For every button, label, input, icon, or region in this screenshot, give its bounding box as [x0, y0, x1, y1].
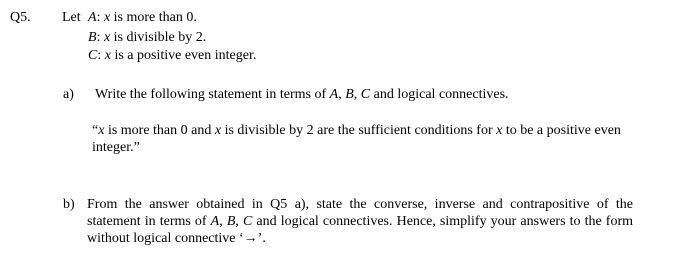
definition-b-var: B: [88, 30, 97, 45]
math-variable: A: [329, 87, 339, 102]
definition-b: [88, 30, 206, 46]
math-variable: x: [104, 48, 111, 63]
let-label: Let: [62, 10, 81, 25]
math-variable: B: [345, 87, 354, 102]
math-variable: x: [103, 10, 111, 25]
part-b-text: From the answer obtained in Q5 a), state the converse, inverse and contrapositive of the statement in terms of A, B, C and logical connectives. Hence, simplify your answers to the form without logical connective ‘→’.: [87, 197, 634, 246]
math-variable: x: [98, 123, 105, 138]
math-variable: C: [242, 214, 253, 229]
definition-a-var: A: [88, 10, 97, 25]
math-variable: x: [496, 123, 503, 138]
math-variable: x: [214, 123, 222, 138]
part-a-instruction: Write the following statement in terms of A, B, C and logical connectives.: [95, 87, 509, 102]
definition-b-text: : x is divisible by 2.: [96, 30, 207, 45]
math-variable: B: [226, 214, 236, 229]
math-variable: A: [210, 214, 220, 229]
definition-c: [88, 48, 256, 64]
math-variable: x: [103, 30, 111, 45]
definition-c-text: : x is a positive even integer.: [97, 48, 257, 63]
math-variable: C: [360, 87, 371, 102]
part-a-label: a): [63, 87, 74, 102]
definition-a-text: : x is more than 0.: [96, 10, 197, 25]
definition-a: [88, 10, 197, 26]
definition-c-var: C: [88, 48, 98, 63]
question-number: Q5.: [10, 10, 31, 25]
part-b-label: b): [63, 197, 75, 212]
part-a-quote: “x is more than 0 and x is divisible by 2 are the sufficient conditions for x to be a positive even integer.”: [92, 123, 621, 155]
